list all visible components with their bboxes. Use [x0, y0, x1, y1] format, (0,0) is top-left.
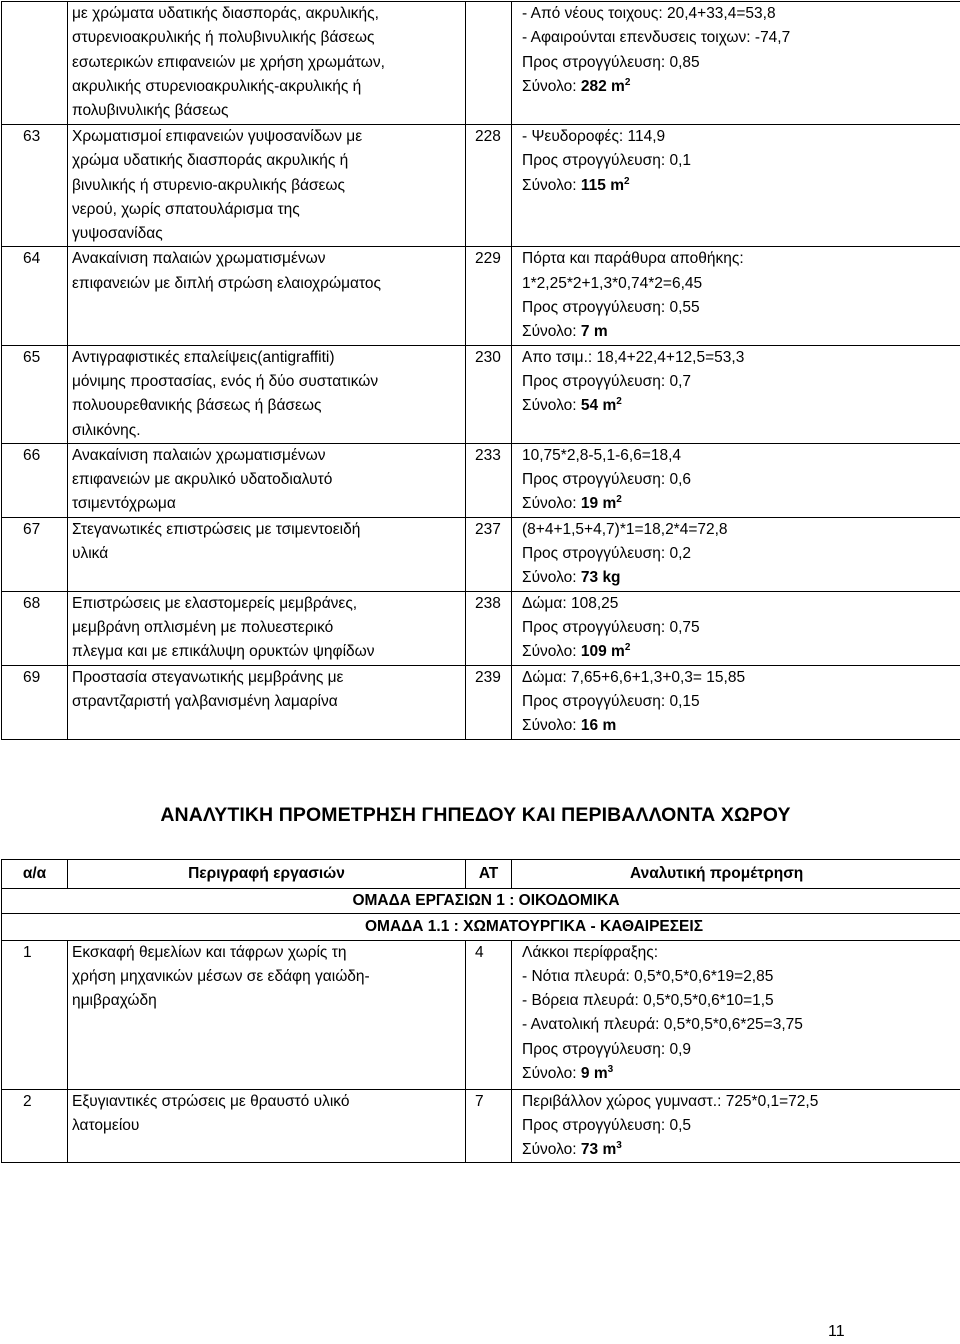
- header-at: ΑΤ: [466, 860, 512, 889]
- total-line: [522, 75, 960, 99]
- item-number: 65: [23, 346, 67, 370]
- description-line: υλικά: [72, 542, 465, 566]
- article-number-cell: [466, 591, 512, 665]
- table-header-row: [2, 860, 960, 889]
- item-number-cell: [2, 345, 68, 443]
- calculation-cell: [512, 247, 960, 345]
- calculation-cell: [512, 345, 960, 443]
- total-value: 7 m: [581, 323, 608, 340]
- total-label: Σύνολο:: [522, 323, 577, 340]
- total-value: 282 m: [581, 78, 625, 95]
- total-unit-exponent: 2: [624, 176, 630, 187]
- item-number: 67: [23, 518, 67, 542]
- bottom-measurement-table: [1, 859, 960, 1163]
- calculation-cell: [512, 517, 960, 591]
- description-cell: [68, 940, 466, 1089]
- total-unit-exponent: 2: [625, 642, 631, 653]
- total-line: [522, 174, 960, 198]
- header-calculation: Αναλυτική προμέτρηση: [512, 860, 960, 889]
- description-line: Προστασία στεγανωτικής μεμβράνης με: [72, 666, 465, 690]
- total-value: 73 kg: [581, 569, 621, 586]
- table-row: [2, 443, 960, 517]
- page-number: 11: [828, 1320, 845, 1344]
- table-row: [2, 247, 960, 345]
- total-line: [522, 492, 960, 516]
- description-line: νερού, χωρίς σπατουλάρισμα της: [72, 198, 465, 222]
- item-number-cell: [2, 940, 68, 1089]
- calculation-cell: [512, 591, 960, 665]
- table-row: [2, 125, 960, 247]
- description-line: ημιβραχώδη: [72, 989, 465, 1013]
- calculation-line: - Αφαιρούνται επενδυσεις τοιχων: -74,7: [522, 26, 960, 50]
- description-line: Επιστρώσεις με ελαστομερείς μεμβράνες,: [72, 592, 465, 616]
- total-value: 16 m: [581, 717, 616, 734]
- item-number-cell: [2, 2, 68, 125]
- calculation-line: Προς στρογγύλευση: 0,1: [522, 149, 960, 173]
- description-line: σιλικόνης.: [72, 419, 465, 443]
- top-measurement-table: [1, 1, 960, 740]
- calculation-line: (8+4+1,5+4,7)*1=18,2*4=72,8: [522, 518, 960, 542]
- article-number-cell: [466, 665, 512, 739]
- article-number: 233: [475, 444, 511, 468]
- calculation-line: - Ψευδοροφές: 114,9: [522, 125, 960, 149]
- calculation-line: - Νότια πλευρά: 0,5*0,5*0,6*19=2,85: [522, 965, 960, 989]
- calculation-line: Πόρτα και παράθυρα αποθήκης:: [522, 247, 960, 271]
- description-cell: [68, 2, 466, 125]
- total-line: [522, 1138, 960, 1162]
- total-value: 115 m: [581, 177, 624, 194]
- total-label: Σύνολο:: [522, 569, 577, 586]
- article-number-cell: [466, 443, 512, 517]
- item-number-cell: [2, 591, 68, 665]
- description-line: Εξυγιαντικές στρώσεις με θραυστό υλικό: [72, 1090, 465, 1114]
- calculation-line: Λάκκοι περίφραξης:: [522, 941, 960, 965]
- description-line: πλεγμα και με επικάλυψη ορυκτών ψηφίδων: [72, 640, 465, 664]
- calculation-line: - Από νέους τοιχους: 20,4+33,4=53,8: [522, 2, 960, 26]
- description-cell: [68, 345, 466, 443]
- total-unit-exponent: 3: [616, 1140, 622, 1151]
- calculation-line: Περιβάλλον χώρος γυμναστ.: 725*0,1=72,5: [522, 1090, 960, 1114]
- calculation-line: Προς στρογγύλευση: 0,6: [522, 468, 960, 492]
- section-title: ΑΝΑΛΥΤΙΚΗ ΠΡΟΜΕΤΡΗΣΗ ΓΗΠΕΔΟΥ ΚΑΙ ΠΕΡΙΒΑΛΛΟΝΤΑ ΧΩΡΟΥ: [0, 803, 951, 827]
- calculation-line: Προς στρογγύλευση: 0,2: [522, 542, 960, 566]
- description-line: Εκσκαφή θεμελίων και τάφρων χωρίς τη: [72, 941, 465, 965]
- group-row: [2, 889, 960, 914]
- calculation-cell: [512, 1089, 960, 1163]
- total-value: 9 m: [581, 1065, 608, 1082]
- article-number: 230: [475, 346, 511, 370]
- total-line: [522, 640, 960, 664]
- calculation-line: 1*2,25*2+1,3*0,74*2=6,45: [522, 272, 960, 296]
- calculation-line: 10,75*2,8-5,1-6,6=18,4: [522, 444, 960, 468]
- total-unit-exponent: 2: [625, 77, 631, 88]
- calculation-line: Προς στρογγύλευση: 0,55: [522, 296, 960, 320]
- article-number: 237: [475, 518, 511, 542]
- article-number: 239: [475, 666, 511, 690]
- description-line: με χρώματα υδατικής διασποράς, ακρυλικής,: [72, 2, 465, 26]
- calculation-line: Προς στρογγύλευση: 0,85: [522, 51, 960, 75]
- article-number: 228: [475, 125, 511, 149]
- item-number-cell: [2, 517, 68, 591]
- description-line: λατομείου: [72, 1114, 465, 1138]
- description-line: μεμβράνη οπλισμένη με πολυεστερικό: [72, 616, 465, 640]
- article-number: 4: [475, 941, 511, 965]
- description-cell: [68, 1089, 466, 1163]
- article-number-cell: [466, 247, 512, 345]
- description-cell: [68, 125, 466, 247]
- item-number-cell: [2, 665, 68, 739]
- description-line: στυρενιοακρυλικής ή πολυβινυλικής βάσεως: [72, 26, 465, 50]
- description-line: τσιμεντόχρωμα: [72, 492, 465, 516]
- calculation-cell: [512, 125, 960, 247]
- table-row: [2, 940, 960, 1089]
- article-number-cell: [466, 940, 512, 1089]
- calculation-line: Προς στρογγύλευση: 0,5: [522, 1114, 960, 1138]
- total-line: [522, 394, 960, 418]
- total-label: Σύνολο:: [522, 495, 577, 512]
- article-number-cell: [466, 125, 512, 247]
- description-cell: [68, 517, 466, 591]
- total-unit-exponent: 2: [616, 494, 622, 505]
- total-label: Σύνολο:: [522, 643, 577, 660]
- description-cell: [68, 591, 466, 665]
- description-line: βινυλικής ή στυρενιο-ακρυλικής βάσεως: [72, 174, 465, 198]
- article-number: 229: [475, 247, 511, 271]
- item-number: 2: [23, 1090, 67, 1114]
- article-number-cell: [466, 517, 512, 591]
- total-value: 73 m: [581, 1141, 616, 1158]
- article-number-cell: [466, 2, 512, 125]
- description-line: γυψοσανίδας: [72, 222, 465, 246]
- article-number: 7: [475, 1090, 511, 1114]
- calculation-line: Προς στρογγύλευση: 0,15: [522, 690, 960, 714]
- calculation-line: Προς στρογγύλευση: 0,7: [522, 370, 960, 394]
- item-number: 64: [23, 247, 67, 271]
- total-unit-exponent: 2: [616, 396, 622, 407]
- description-line: επιφανειών με ακρυλικό υδατοδιαλυτό: [72, 468, 465, 492]
- total-value: 54 m: [581, 397, 616, 414]
- description-line: ακρυλικής στυρενιοακρυλικής-ακρυλικής ή: [72, 75, 465, 99]
- item-number-cell: [2, 247, 68, 345]
- total-label: Σύνολο:: [522, 397, 577, 414]
- table-row: [2, 665, 960, 739]
- table-row: [2, 345, 960, 443]
- description-cell: [68, 247, 466, 345]
- calculation-line: - Ανατολική πλευρά: 0,5*0,5*0,6*25=3,75: [522, 1013, 960, 1037]
- description-line: πολυουρεθανικής βάσεως ή βάσεως: [72, 394, 465, 418]
- item-number: 69: [23, 666, 67, 690]
- table-row: [2, 591, 960, 665]
- table-row: [2, 1089, 960, 1163]
- calculation-cell: [512, 443, 960, 517]
- calculation-line: Προς στρογγύλευση: 0,75: [522, 616, 960, 640]
- total-line: [522, 714, 960, 738]
- calculation-cell: [512, 665, 960, 739]
- total-line: [522, 1062, 960, 1086]
- calculation-cell: [512, 2, 960, 125]
- description-line: Ανακαίνιση παλαιών χρωματισμένων: [72, 247, 465, 271]
- total-line: [522, 320, 960, 344]
- total-label: Σύνολο:: [522, 1141, 577, 1158]
- header-aa: α/α: [2, 860, 68, 889]
- description-line: Στεγανωτικές επιστρώσεις με τσιμεντοειδή: [72, 518, 465, 542]
- article-number-cell: [466, 345, 512, 443]
- total-label: Σύνολο:: [522, 717, 577, 734]
- item-number-cell: [2, 125, 68, 247]
- total-label: Σύνολο:: [522, 177, 577, 194]
- total-label: Σύνολο:: [522, 78, 577, 95]
- subgroup-row: [2, 914, 960, 940]
- table-row: [2, 2, 960, 125]
- description-line: στραντζαριστή γαλβανισμένη λαμαρίνα: [72, 690, 465, 714]
- total-value: 19 m: [581, 495, 616, 512]
- calculation-line: Απο τσιμ.: 18,4+22,4+12,5=53,3: [522, 346, 960, 370]
- table-row: [2, 517, 960, 591]
- total-value: 109 m: [581, 643, 625, 660]
- calculation-line: Προς στρογγύλευση: 0,9: [522, 1038, 960, 1062]
- description-line: επιφανειών με διπλή στρώση ελαιοχρώματος: [72, 272, 465, 296]
- description-line: Αντιγραφιστικές επαλείψεις(antigraffiti): [72, 346, 465, 370]
- header-description: Περιγραφή εργασιών: [68, 860, 466, 889]
- item-number: 66: [23, 444, 67, 468]
- description-line: πολυβινυλικής βάσεως: [72, 99, 465, 123]
- description-line: εσωτερικών επιφανειών με χρήση χρωμάτων,: [72, 51, 465, 75]
- item-number: 63: [23, 125, 67, 149]
- item-number: 1: [23, 941, 67, 965]
- description-cell: [68, 443, 466, 517]
- subgroup-label: ΟΜΑΔΑ 1.1 : ΧΩΜΑΤΟΥΡΓΙΚΑ - ΚΑΘΑΙΡΕΣΕΙΣ: [2, 914, 960, 940]
- description-line: χρήση μηχανικών μέσων σε εδάφη γαιώδη-: [72, 965, 465, 989]
- calculation-cell: [512, 940, 960, 1089]
- item-number-cell: [2, 443, 68, 517]
- total-unit-exponent: 3: [608, 1064, 614, 1075]
- description-line: Ανακαίνιση παλαιών χρωματισμένων: [72, 444, 465, 468]
- description-line: χρώμα υδατικής διασποράς ακρυλικής ή: [72, 149, 465, 173]
- group-label: ΟΜΑΔΑ ΕΡΓΑΣΙΩΝ 1 : ΟΙΚΟΔΟΜΙΚΑ: [2, 889, 960, 914]
- item-number: 68: [23, 592, 67, 616]
- calculation-line: Δώμα: 108,25: [522, 592, 960, 616]
- total-line: [522, 566, 960, 590]
- article-number: 238: [475, 592, 511, 616]
- description-line: μόνιμης προστασίας, ενός ή δύο συστατικών: [72, 370, 465, 394]
- item-number-cell: [2, 1089, 68, 1163]
- description-cell: [68, 665, 466, 739]
- article-number-cell: [466, 1089, 512, 1163]
- description-line: Χρωματισμοί επιφανειών γυψοσανίδων με: [72, 125, 465, 149]
- calculation-line: Δώμα: 7,65+6,6+1,3+0,3= 15,85: [522, 666, 960, 690]
- calculation-line: - Βόρεια πλευρά: 0,5*0,5*0,6*10=1,5: [522, 989, 960, 1013]
- total-label: Σύνολο:: [522, 1065, 577, 1082]
